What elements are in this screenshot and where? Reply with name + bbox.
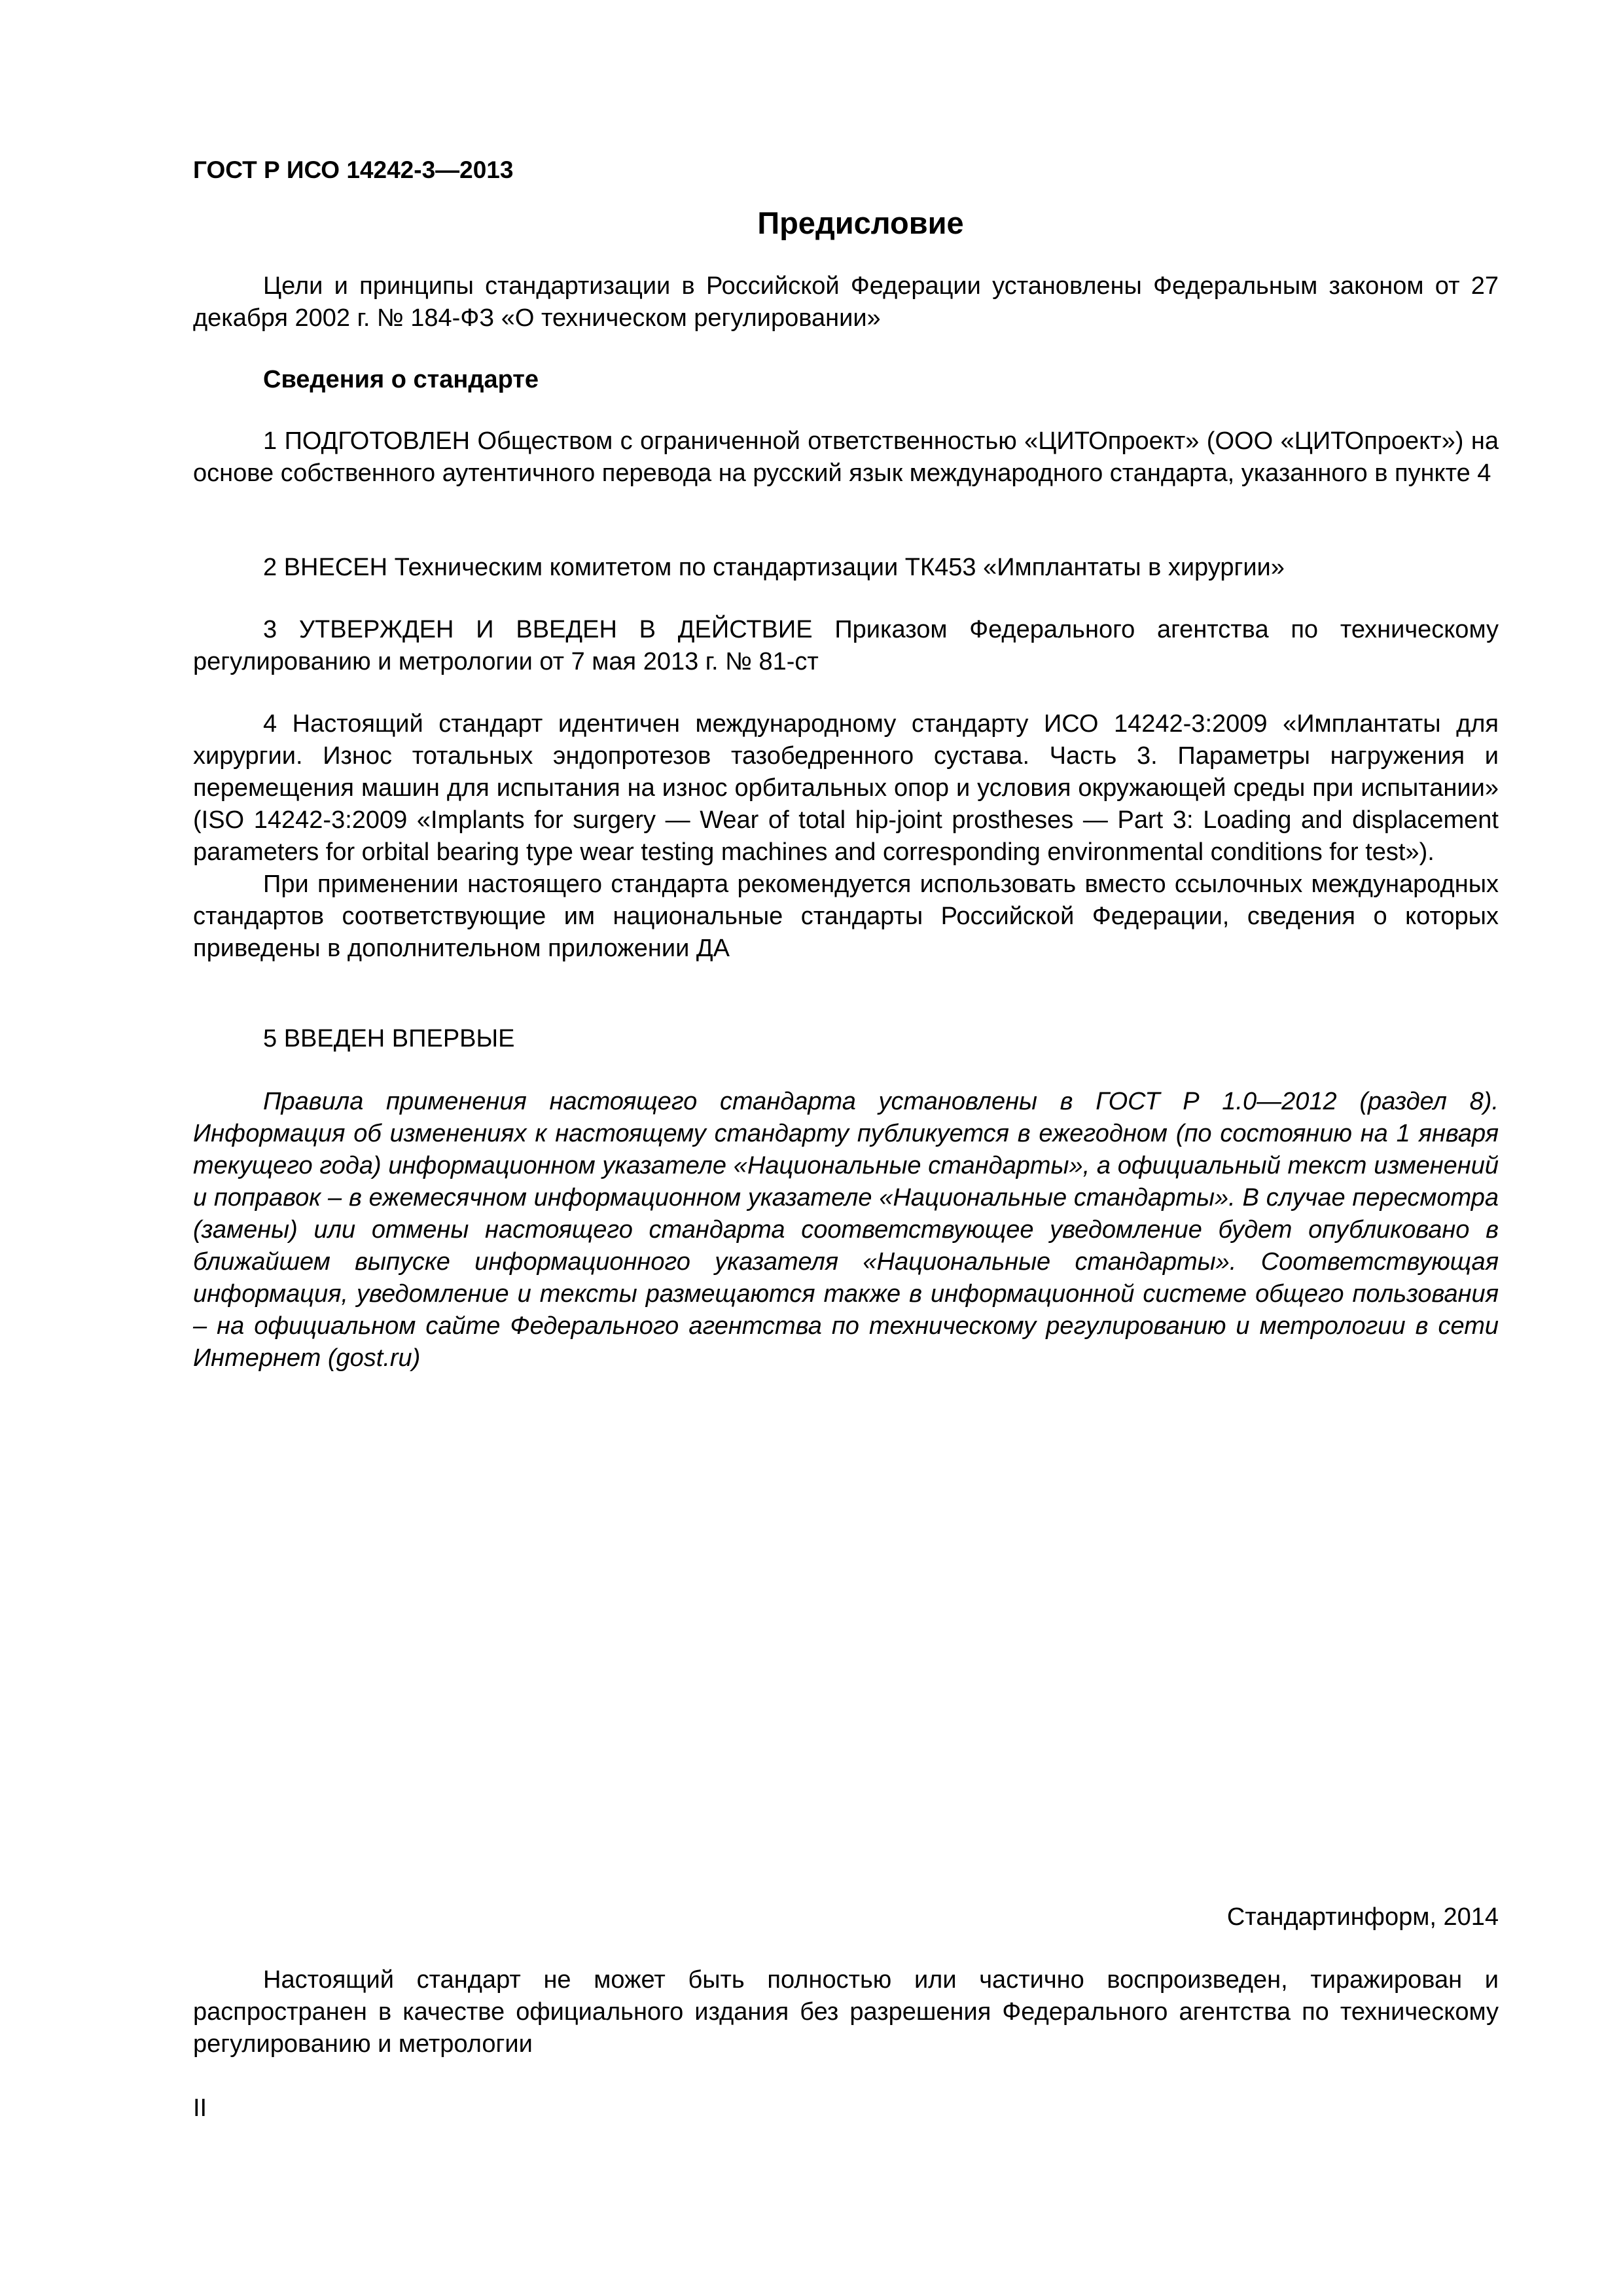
item-5-text: 5 ВВЕДЕН ВПЕРВЫЕ (263, 1025, 515, 1052)
publisher-text: Стандартинформ, 2014 (1226, 1903, 1499, 1931)
copyright-paragraph (193, 1964, 1499, 2060)
publisher-line (193, 1901, 1499, 1933)
item-2-text: 2 ВНЕСЕН Техническим комитетом по стандартизации ТК453 «Имплантаты в хирургии» (263, 554, 1285, 581)
info-heading (193, 364, 1499, 396)
copyright-text: Настоящий стандарт не может быть полностью или частично воспроизведен, тиражирован и распространен в качестве официального издания без разрешения Федерального агентства по техническому регулированию и метрологии (193, 1966, 1499, 2058)
standard-code-header: ГОСТ Р ИСО 14242-3—2013 (193, 156, 514, 183)
info-heading-text: Сведения о стандарте (263, 366, 539, 393)
item-4-paragraph (193, 708, 1499, 965)
page-number: II (193, 2094, 207, 2122)
item-5-paragraph (193, 1023, 1499, 1055)
intro-paragraph (193, 270, 1499, 334)
item-3-text: 3 УТВЕРЖДЕН И ВВЕДЕН В ДЕЙСТВИЕ Приказом Федерального агентства по техническому регулированию и метрологии от 7 мая 2013 г. № 81-ст (193, 616, 1499, 675)
item-3-paragraph (193, 614, 1499, 678)
item-1-paragraph (193, 425, 1499, 490)
item-4-note-text: При применении настоящего стандарта рекомендуется использовать вместо ссылочных международных стандартов соответствующие им национальные стандарты Российской Федерации, сведения о которых приведены в дополнительном приложении ДА (193, 870, 1499, 962)
intro-text: Цели и принципы стандартизации в Российской Федерации установлены Федеральным законом от 27 декабря 2002 г. № 184-ФЗ «О техническом регулировании» (193, 272, 1499, 332)
item-2-paragraph (193, 552, 1499, 584)
page-title: Предисловие (757, 206, 964, 240)
item-1-text: 1 ПОДГОТОВЛЕН Обществом с ограниченной ответственностью «ЦИТОпроект» (ООО «ЦИТОпроект») на основе собственного аутентичного перевода на русский язык международного стандарта, указанного в пункте 4 (193, 427, 1499, 487)
item-4-text: 4 Настоящий стандарт идентичен международному стандарту ИСО 14242-3:2009 «Имплантаты для хирургии. Износ тотальных эндопротезов тазобедренного сустава. Часть 3. Параметры нагружения и перемещения машин для испытания на износ орбитальных опор и условия окружающей среды при испытании» (ISO 14242-3:2009 «Implants for surgery — Wear of total hip-joint prostheses — Part 3: Loading and displacement parameters for orbital bearing type wear testing machines and corresponding environmental conditions for test»). (193, 710, 1499, 866)
rules-notice-text: Правила применения настоящего стандарта установлены в ГОСТ Р 1.0—2012 (раздел 8). Информация об изменениях к настоящему стандарту публикуется в ежегодном (по состоянию на 1 января текущего года) информационном указателе «Национальные стандарты», а официальный текст изменений и поправок – в ежемесячном информационном указателе «Национальные стандарты». В случае пересмотра (замены) или отмены настоящего стандарта соответствующее уведомление будет опубликовано в ближайшем выпуске информационного указателя «Национальные стандарты». Соответствующая информация, уведомление и тексты размещаются также в информационной системе общего пользования – на официальном сайте Федерального агентства по техническому регулированию и метрологии в сети Интернет (gost.ru) (193, 1088, 1499, 1372)
rules-notice-paragraph (193, 1086, 1499, 1374)
